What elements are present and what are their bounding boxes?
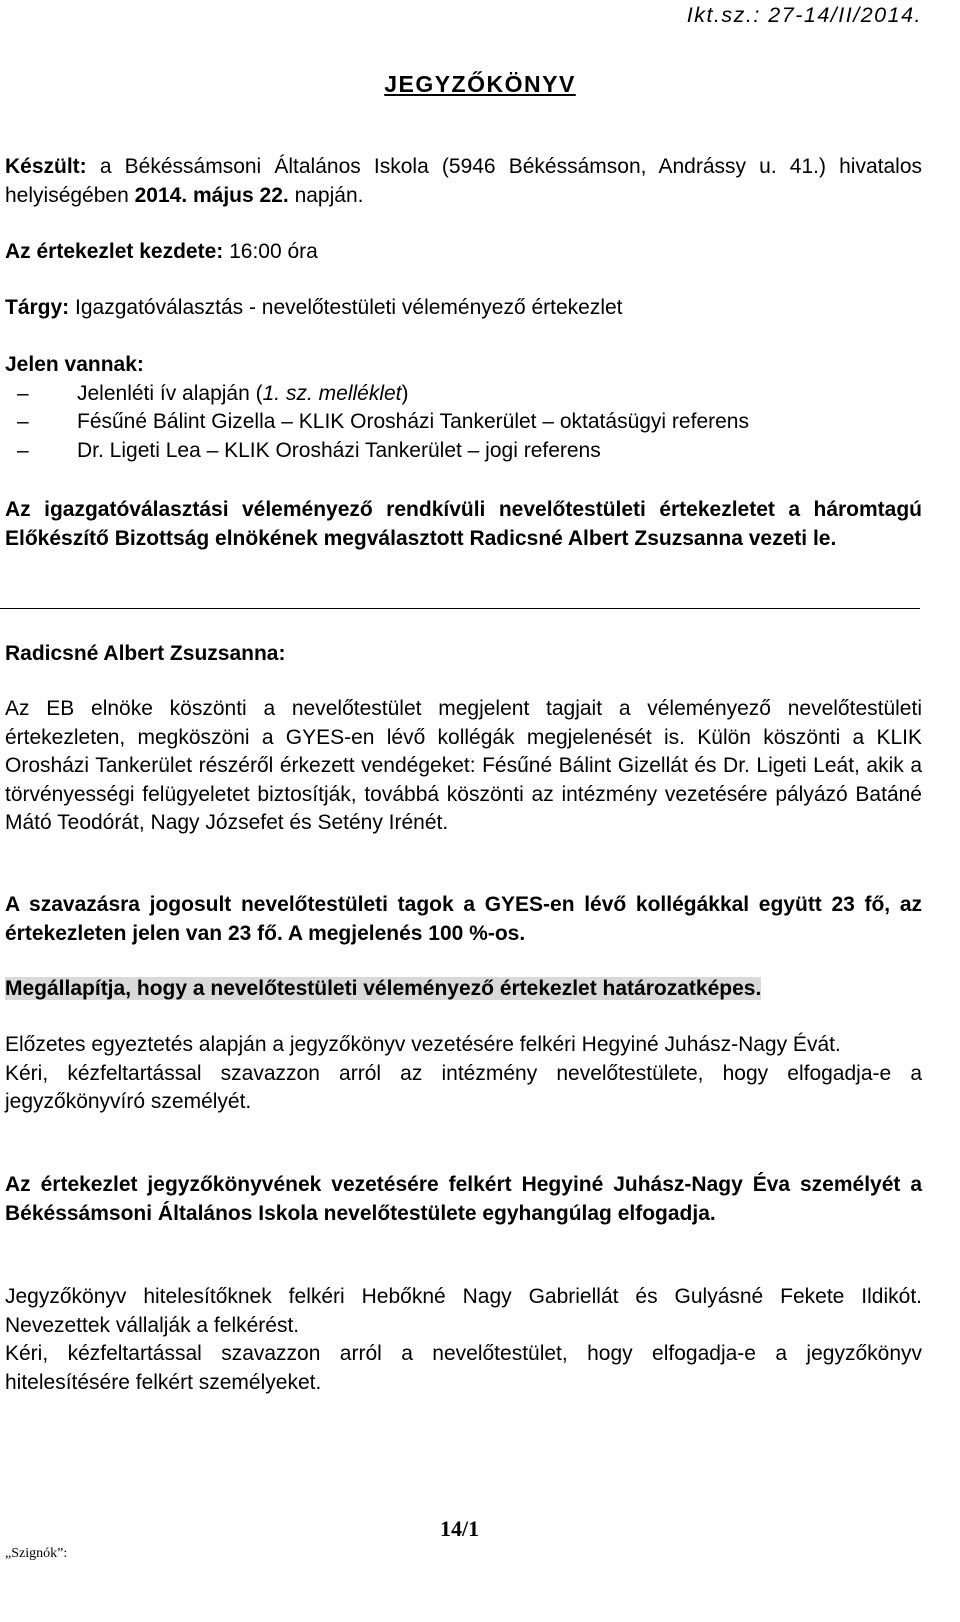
start-time-line xyxy=(5,238,922,267)
subject-value: Igazgatóválasztás - nevelőtestületi véleményező értekezlet xyxy=(75,296,623,319)
minutes-request-2: Kéri, kézfeltartással szavazzon arról az intézmény nevelőtestülete, hogy elfogadja-e a jegyzőkönyvíró személyét. xyxy=(5,1061,922,1113)
page-number: 14/1 xyxy=(440,1516,480,1541)
intro-text-1: a Békéssámsoni Általános Iskola (5946 Békéssámson, Andrássy u. 41.) hivatalos helyiségében xyxy=(5,155,922,207)
welcome-paragraph: Az EB elnöke köszönti a nevelőtestület megjelent tagjait a véleményező nevelőtestületi értekezleten, megköszöni a GYES-en lévő kollégák megjelenését is. Külön köszönti a KLIK Orosházi Tankerület részéről érkezett vendégeket: Fésűné Bálint Gizellát és Dr. Ligeti Leát, akik a törvényességi felügyeletet biztosítják, továbbá köszönti az intézmény vezetésére pályázó Batáné Mátó Teodórát, Nagy Józsefet és Setény Irénét. xyxy=(5,697,922,834)
attendee-item: – Fésűné Bálint Gizella – KLIK Orosházi Tankerület – oktatásügyi referens xyxy=(5,408,922,437)
intro-label: Készült: xyxy=(5,155,87,178)
attendees-label: Jelen vannak: xyxy=(5,353,144,376)
chair-statement: Az igazgatóválasztási véleményező rendkívüli nevelőtestületi értekezletet a háromtagú Előkészítő Bizottság elnökének megválasztott Radicsné Albert Zsuzsanna vezeti le. xyxy=(5,498,922,550)
attendee-item: – Jelenléti ív alapján (1. sz. melléklet) xyxy=(5,380,922,409)
section-divider xyxy=(0,608,920,609)
signatures-label: „Szignók”: xyxy=(5,1546,68,1561)
attendee-item: – Dr. Ligeti Lea – KLIK Orosházi Tankerület – jogi referens xyxy=(5,437,922,466)
authentication-request-paragraph xyxy=(5,1283,922,1397)
annex-reference: 1. sz. melléklet xyxy=(262,381,402,405)
start-value: 16:00 óra xyxy=(229,240,318,263)
intro-paragraph xyxy=(5,153,922,210)
speaker-name: Radicsné Albert Zsuzsanna: xyxy=(5,642,286,665)
attendees-list xyxy=(5,380,922,466)
reference-number: Ikt.sz.: 27-14/II/2014. xyxy=(686,3,922,27)
attendance-paragraph: A szavazásra jogosult nevelőtestületi tagok a GYES-en lévő kollégákkal együtt 23 fő, az értekezleten jelen van 23 fő. A megjelenés 100 %-os. xyxy=(5,893,922,945)
intro-text-2: napján. xyxy=(294,183,364,207)
minutes-request-1: Előzetes egyeztetés alapján a jegyzőkönyv vezetésére felkéri Hegyiné Juhász-Nagy Évát. xyxy=(5,1033,841,1056)
minutes-request-paragraph xyxy=(5,1031,922,1117)
subject-label: Tárgy: xyxy=(5,296,70,319)
auth-request-2: Kéri, kézfeltartással szavazzon arról a nevelőtestület, hogy elfogadja-e a jegyzőkönyv hitelesítésére felkért személyeket. xyxy=(5,1342,922,1394)
meeting-date: 2014. május 22. xyxy=(134,183,289,207)
quorum-statement: Megállapítja, hogy a nevelőtestületi véleményező értekezlet határozatképes. xyxy=(5,977,762,1000)
subject-line xyxy=(5,294,922,323)
start-label: Az értekezlet kezdete: xyxy=(5,240,224,263)
attendees-section xyxy=(5,351,922,465)
auth-request-1: Jegyzőkönyv hitelesítőknek felkéri Hebőkné Nagy Gabriellát és Gulyásné Fekete Ildikót. Nevezettek vállalják a felkérést. xyxy=(5,1285,922,1337)
document-title: JEGYZŐKÖNYV xyxy=(384,71,576,97)
quorum-line xyxy=(5,975,922,1004)
minutes-decision: Az értekezlet jegyzőkönyvének vezetésére felkért Hegyiné Juhász-Nagy Éva személyét a Békéssámsoni Általános Iskola nevelőtestülete egyhangúlag elfogadja. xyxy=(5,1173,922,1225)
